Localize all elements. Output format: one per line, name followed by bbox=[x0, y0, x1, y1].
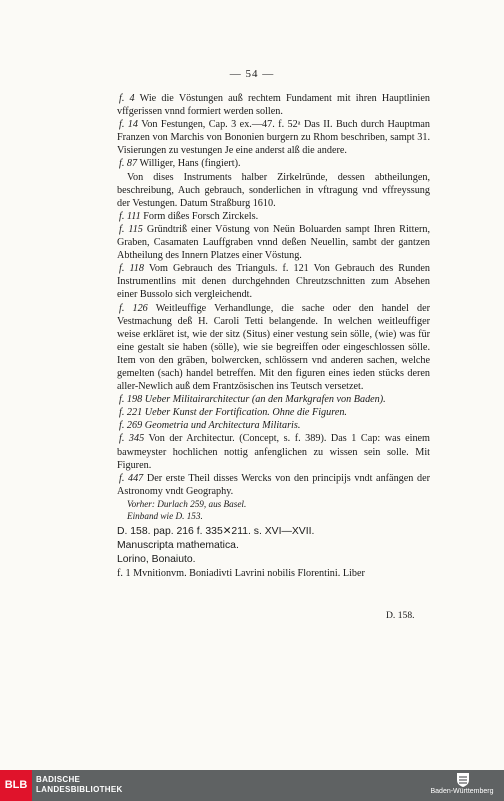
shelfmark-line: D. 158. pap. 216 f. 335✕211. s. XVI—XVII. bbox=[117, 525, 315, 537]
paragraph-text: Ueber Militairarchitectur (an den Markgrafen von Baden). bbox=[142, 394, 386, 406]
coat-of-arms-icon bbox=[456, 772, 470, 788]
incipit-line: f. 1 Mvnitionvm. Boniadivti Lavrini nobilis Florentini. Liber bbox=[117, 567, 365, 579]
folio-ref: f. 269 bbox=[119, 420, 143, 432]
folio-ref: f. 14 bbox=[119, 119, 138, 131]
blb-logo[interactable]: BLB bbox=[0, 770, 32, 801]
page-number: — 54 — bbox=[229, 68, 275, 80]
paragraph-text: Weitleuffige Verhandlunge, die sache oder den handel der Vestmachung deß H. Caroli Tetti belangende. In welchen weitleuffiger weise erkläret ist, wie der sitz (Situs) einer vestung sein sölle, (wie) was für eine gestalt sie haben (sölle), wie sie begreiffen oder eingeschlossen sölle. Item von den gräben, bolwercken, schlössern vnd anderen sachen, welche gemelten (sach) handel betreffen. Mit den figuren eines ieden stücks deren aller-Newlich auß dem Frantzösischen ins Teutsch versetzet. bbox=[117, 302, 430, 393]
folio-ref: f. 345 bbox=[119, 433, 145, 445]
folio-ref: f. 111 bbox=[119, 210, 141, 222]
paragraph-text: Von dises Instruments halber Zirkelründe, dessen abtheilungen, beschreibung, Auch gebrauch, sonderlichen in vftragung vnd vffreyssung der Vestungen. Datum Straßburg 1610. bbox=[117, 171, 430, 209]
library-name-line-2: LANDESBIBLIOTHEK bbox=[36, 785, 123, 794]
paragraph-11 bbox=[117, 419, 430, 432]
folio-ref: f. 198 bbox=[119, 394, 143, 406]
folio-ref: f. 115 bbox=[119, 223, 143, 235]
paragraph-text: Wie die Vöstungen auß rechtem Fundament mit ihren Hauptlinien vffgerissen vnnd formiert werden sollen. bbox=[117, 93, 430, 118]
region-label: Baden-Württemberg bbox=[430, 788, 494, 795]
paragraph-6 bbox=[117, 223, 430, 262]
folio-ref: f. 221 bbox=[119, 407, 143, 419]
paragraph-text: Von Festungen, Cap. 3 ex.—47. f. 52ᵃ Das II. Buch durch Hauptman Franzen von Marchis von Bononien burgern zu Rhom beschriben, sampt 31. Visierungen zu vestungen Je eine anderst alß die andere. bbox=[117, 119, 430, 157]
paragraph-4 bbox=[117, 171, 430, 210]
paragraph-text: Gründtriß einer Vöstung von Neün Boluarden sampt Ihren Rittern, Graben, Casamaten Lauffgraben vnnd deßen Neuellin, sambt der gantzen Abtheilung des Innern Platzes einer Vöstung. bbox=[117, 223, 431, 262]
provenance-note: Vorher: Durlach 259, aus Basel. bbox=[127, 498, 247, 509]
paragraph-text: Vom Gebrauch des Trianguls. f. 121 Von Gebrauch des Runden Instrumentlins mit denen durchgehnden Chreutzschnitten zum Absehen einer Bussolo sich vergleichendt. bbox=[117, 263, 430, 301]
paragraph-10 bbox=[117, 406, 430, 419]
paragraph-text: Williger, Hans (fingiert). bbox=[137, 158, 241, 170]
folio-ref: f. 447 bbox=[119, 472, 144, 484]
paragraph-1 bbox=[117, 92, 430, 118]
paragraph-9 bbox=[117, 393, 430, 406]
paragraph-5 bbox=[117, 210, 430, 223]
paragraph-3 bbox=[117, 157, 430, 170]
paragraph-text: Geometria und Architectura Militaris. bbox=[142, 420, 301, 432]
paragraph-text: Von der Architectur. (Concept, s. f. 389). Das 1 Cap: was einem bawmeyster hochlichen nottig anfenglichen zu wissen sein solle. Mit Figuren. bbox=[117, 433, 430, 471]
paragraph-text: Form dißes Forsch Zirckels. bbox=[140, 210, 259, 222]
library-name[interactable] bbox=[36, 775, 123, 795]
manuscript-title: Manuscripta mathematica. bbox=[117, 539, 239, 551]
paragraph-8 bbox=[117, 302, 430, 394]
paragraph-2 bbox=[117, 118, 430, 157]
folio-ref: f. 126 bbox=[119, 302, 148, 314]
paragraph-text: Der erste Theil disses Wercks von den principijs vndt anfängen der Astronomy vndt Geography. bbox=[117, 472, 430, 497]
folio-ref: f. 118 bbox=[119, 263, 144, 275]
paragraph-13 bbox=[117, 472, 430, 498]
text-block bbox=[117, 92, 430, 580]
paragraph-7 bbox=[117, 262, 430, 301]
folio-ref: f. 87 bbox=[119, 158, 138, 170]
library-name-line-1: BADISCHE bbox=[36, 775, 81, 784]
folio-ref: f. 4 bbox=[119, 93, 135, 104]
binding-note: Einband wie D. 153. bbox=[127, 510, 203, 521]
paragraph-text: Ueber Kunst der Fortification. Ohne die Figuren. bbox=[142, 407, 347, 419]
paragraph-12 bbox=[117, 432, 430, 471]
manuscript-author: Lorino, Bonaiuto. bbox=[117, 553, 196, 565]
catchword: D. 158. bbox=[386, 610, 415, 621]
